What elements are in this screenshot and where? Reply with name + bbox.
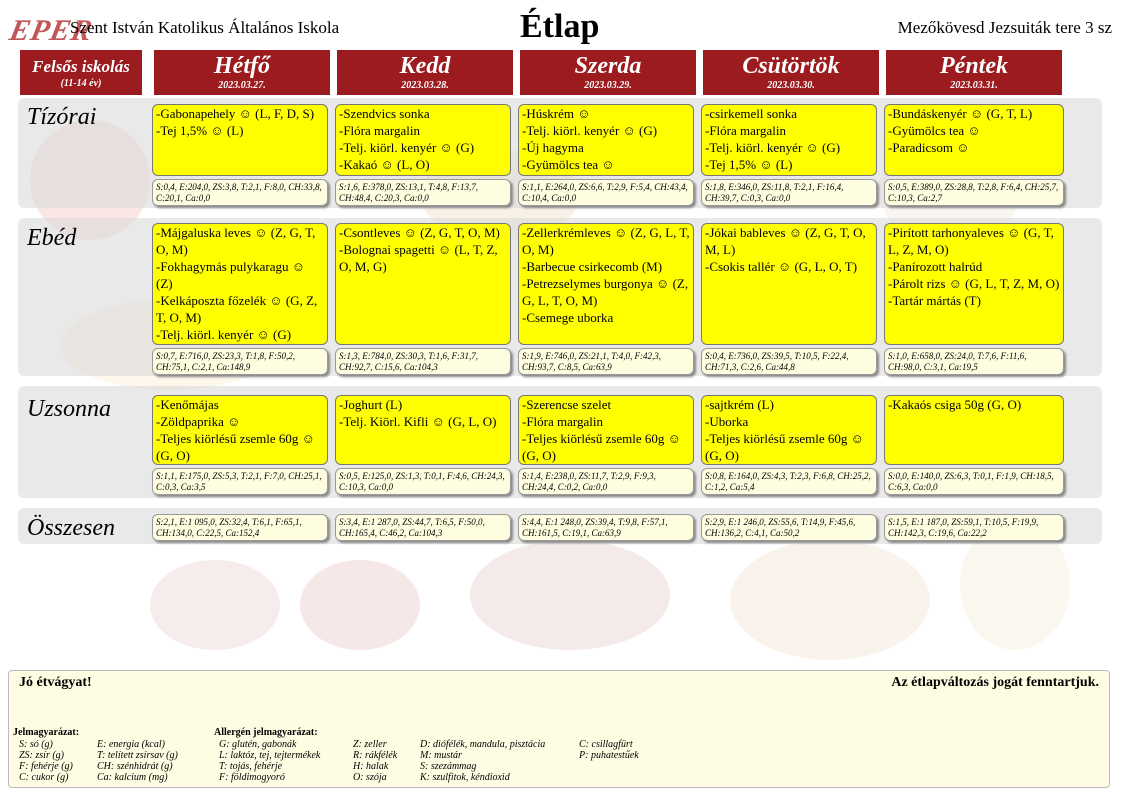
menu-text: -Kenőmájas -Zöldpaprika ☺ -Teljes kiörlésű zsemle 60g ☺ (G, O): [156, 397, 315, 463]
day-name: Szerda: [574, 53, 642, 79]
allergen-item: L: laktóz, tej, tejtermékek: [219, 750, 321, 761]
legend-item: ZS: zsír (g): [19, 750, 65, 761]
menu-text: -Jókai bableves ☺ (Z, G, T, O, M, L) -Csokis tallér ☺ (G, L, O, T): [705, 225, 866, 274]
allergen-item: H: halak: [353, 761, 389, 772]
day-date: 2023.03.29.: [584, 80, 632, 91]
menu-cell: [701, 223, 877, 345]
menu-text: -Gabonapehely ☺ (L, F, D, S) -Tej 1,5% ☺ (L): [156, 106, 315, 138]
nutrition-info: S:0,7, E:716,0, ZS:23,3, T:1,8, F:50,2, CH:75,1, C:2,1, Ca:148,9: [152, 348, 328, 375]
nutrition-info: S:0,5, E:389,0, ZS:28,8, T:2,8, F:6,4, CH:25,7, C:10,3, Ca:2,7: [884, 179, 1064, 206]
meal-label-tizorai: Tízórai: [27, 104, 97, 130]
allergen-item: F: földimogyoró: [219, 772, 285, 783]
day-date: 2023.03.27.: [218, 80, 266, 91]
allergen-item: T: tojás, fehérje: [219, 761, 283, 772]
menu-text: -Szendvics sonka -Flóra margalin -Telj. kiörl. kenyér ☺ (G) -Kakaó ☺ (L, O): [339, 106, 475, 172]
legend-item: E: energia (kcal): [97, 739, 165, 750]
legend-title: Jelmagyarázat:: [13, 727, 80, 738]
day-name: Hétfő: [214, 53, 270, 79]
allergen-column: [219, 739, 320, 783]
menu-text: -Bundáskenyér ☺ (G, T, L) -Gyümölcs tea ☺ -Paradicsom ☺: [888, 106, 1033, 155]
menu-cell: [518, 223, 694, 345]
day-header-thursday: [703, 50, 879, 95]
day-header-friday: [886, 50, 1062, 95]
menu-cell: [152, 395, 328, 465]
menu-cell: [518, 104, 694, 176]
day-date: 2023.03.30.: [767, 80, 815, 91]
total-label: Összesen: [27, 515, 115, 541]
day-header-tuesday: [337, 50, 513, 95]
menu-text: -Pirított tarhonyaleves ☺ (G, T, L, Z, M, O) -Panírozott halrúd -Párolt rizs ☺ (G, L, T, Z, M, O) -Tartár mártás (T): [888, 225, 1060, 308]
total-nutrition: S:3,4, E:1 287,0, ZS:44,7, T:6,5, F:50,0, CH:165,4, C:46,2, Ca:104,3: [335, 514, 511, 541]
menu-text: -Csontleves ☺ (Z, G, T, O, M) -Bolognai spagetti ☺ (L, T, Z, O, M, G): [339, 225, 500, 274]
menu-text: -Zellerkrémleves ☺ (Z, G, L, T, O, M) -Barbecue csirkecomb (M) -Petrezselymes burgonya ☺ (Z, G, L, T, O, M) -Csemege uborka: [522, 225, 690, 325]
allergen-item: P: puhatestűek: [579, 750, 639, 761]
menu-text: -Joghurt (L) -Telj. Kiörl. Kifli ☺ (G, L, O): [339, 397, 497, 429]
menu-cell: [335, 223, 511, 345]
school-address: Mezőkövesd Jezsuiták tere 3 sz: [897, 18, 1112, 37]
legend-column: [19, 739, 73, 783]
menu-cell: [152, 223, 328, 345]
nutrition-info: S:1,3, E:784,0, ZS:30,3, T:1,6, F:31,7, CH:92,7, C:15,6, Ca:104,3: [335, 348, 511, 375]
legend-item: CH: szénhidrát (g): [97, 761, 173, 772]
day-date: 2023.03.31.: [950, 80, 998, 91]
footer: [8, 670, 1110, 788]
menu-cell: [335, 395, 511, 465]
menu-cell: [701, 395, 877, 465]
day-name: Kedd: [399, 53, 451, 79]
nutrition-info: S:1,8, E:346,0, ZS:11,8, T:2,1, F:16,4, CH:39,7, C:0,3, Ca:0,0: [701, 179, 877, 206]
legend-item: F: fehérje (g): [19, 761, 73, 772]
menu-text: -Kakaós csiga 50g (G, O): [888, 397, 1022, 412]
total-nutrition: S:1,5, E:1 187,0, ZS:59,1, T:10,5, F:19,9, CH:142,3, C:19,6, Ca:22,2: [884, 514, 1064, 541]
nutrition-info: S:1,4, E:238,0, ZS:11,7, T:2,9, F:9,3, CH:24,4, C:0,2, Ca:0,0: [518, 468, 694, 495]
day-header-wednesday: [520, 50, 696, 95]
allergen-item: M: mustár: [420, 750, 462, 761]
nutrition-info: S:1,6, E:378,0, ZS:13,1, T:4,8, F:13,7, CH:48,4, C:20,3, Ca:0,0: [335, 179, 511, 206]
legend-item: Ca: kalcium (mg): [97, 772, 168, 783]
menu-cell: [335, 104, 511, 176]
nutrition-info: S:0,0, E:140,0, ZS:6,3, T:0,1, F:1,9, CH:18,5, C:6,3, Ca:0,0: [884, 468, 1064, 495]
nutrition-info: S:1,1, E:175,0, ZS:5,3, T:2,1, F:7,0, CH:25,1, C:0,3, Ca:3,5: [152, 468, 328, 495]
menu-cell: [701, 104, 877, 176]
day-header-monday: [154, 50, 330, 95]
meal-label-ebed: Ebéd: [27, 225, 77, 251]
total-nutrition: S:2,1, E:1 095,0, ZS:32,4, T:6,1, F:65,1, CH:134,0, C:22,5, Ca:152,4: [152, 514, 328, 541]
total-nutrition: S:2,9, E:1 246,0, ZS:55,6, T:14,9, F:45,6, CH:136,2, C:4,1, Ca:50,2: [701, 514, 877, 541]
legend-item: S: só (g): [19, 739, 53, 750]
footer-greeting: Jó étvágyat!: [19, 675, 92, 690]
menu-text: -Húskrém ☺ -Telj. kiörl. kenyér ☺ (G) -Új hagyma -Gyümölcs tea ☺: [522, 106, 658, 172]
meal-label-uzsonna: Uzsonna: [27, 396, 112, 422]
menu-cell: [884, 395, 1064, 465]
allergen-column: [579, 739, 639, 761]
nutrition-info: S:1,1, E:264,0, ZS:6,6, T:2,9, F:5,4, CH:43,4, C:10,4, Ca:0,0: [518, 179, 694, 206]
nutrition-info: S:0,4, E:736,0, ZS:39,5, T:10,5, F:22,4, CH:71,3, C:2,6, Ca:44,8: [701, 348, 877, 375]
allergen-item: C: csillagfürt: [579, 739, 633, 750]
nutrition-info: S:1,0, E:658,0, ZS:24,0, T:7,6, F:11,6, CH:98,0, C:3,1, Ca:19,5: [884, 348, 1064, 375]
allergen-column: [353, 739, 397, 783]
day-name: Csütörtök: [742, 53, 840, 79]
day-name: Péntek: [940, 53, 1008, 79]
legend-item: T: telített zsírsav (g): [97, 750, 178, 761]
allergen-item: G: glutén, gabonák: [219, 739, 297, 750]
allergen-item: S: szezámmag: [420, 761, 477, 772]
legend-column: [97, 739, 178, 783]
menu-cell: [152, 104, 328, 176]
school-logo: EPER: [6, 14, 96, 47]
menu-cell: [884, 223, 1064, 345]
menu-text: -Szerencse szelet -Flóra margalin -Teljes kiörlésű zsemle 60g ☺ (G, O): [522, 397, 681, 463]
allergen-item: Z: zeller: [353, 739, 387, 750]
menu-cell: [884, 104, 1064, 176]
menu-cell: [518, 395, 694, 465]
total-nutrition: S:4,4, E:1 248,0, ZS:39,4, T:9,8, F:57,1, CH:161,5, C:19,1, Ca:63,9: [518, 514, 694, 541]
allergen-item: R: rákfélék: [353, 750, 398, 761]
allergen-legend-title: Allergén jelmagyarázat:: [214, 727, 318, 738]
allergen-item: K: szulfitok, kéndioxid: [420, 772, 510, 783]
nutrition-info: S:0,4, E:204,0, ZS:3,8, T:2,1, F:8,0, CH:33,8, C:20,1, Ca:0,0: [152, 179, 328, 206]
group-age: (11-14 év): [60, 78, 102, 89]
menu-text: -Májgaluska leves ☺ (Z, G, T, O, M) -Fokhagymás pulykaragu ☺ (Z) -Kelkáposzta főzelék ☺ (G, Z, T, O, M) -Telj. kiörl. kenyér ☺ (G): [156, 225, 318, 342]
nutrition-info: S:0,8, E:164,0, ZS:4,3, T:2,3, F:6,8, CH:25,2, C:1,2, Ca:5,4: [701, 468, 877, 495]
group-label: Felsős iskolás: [32, 57, 130, 76]
nutrition-info: S:1,9, E:746,0, ZS:21,1, T:4,0, F:42,3, CH:93,7, C:8,5, Ca:63,9: [518, 348, 694, 375]
allergen-column: [420, 739, 545, 783]
day-date: 2023.03.28.: [401, 80, 449, 91]
footer-disclaimer: Az étlapváltozás jogát fenntartjuk.: [891, 675, 1099, 690]
menu-text: -csirkemell sonka -Flóra margalin -Telj. kiörl. kenyér ☺ (G) -Tej 1,5% ☺ (L): [705, 106, 841, 172]
legend-item: C: cukor (g): [19, 772, 69, 783]
nutrition-info: S:0,5, E:125,0, ZS:1,3, T:0,1, F:4,6, CH:24,3, C:10,3, Ca:0,0: [335, 468, 511, 495]
group-header: [20, 50, 142, 95]
allergen-item: O: szója: [353, 772, 387, 783]
school-name: Szent István Katolikus Általános Iskola: [70, 18, 340, 37]
page-title: Étlap: [520, 8, 600, 45]
allergen-item: D: diófélék, mandula, pisztácia: [420, 739, 546, 750]
menu-text: -sajtkrém (L) -Uborka -Teljes kiörlésű zsemle 60g ☺ (G, O): [705, 397, 864, 463]
